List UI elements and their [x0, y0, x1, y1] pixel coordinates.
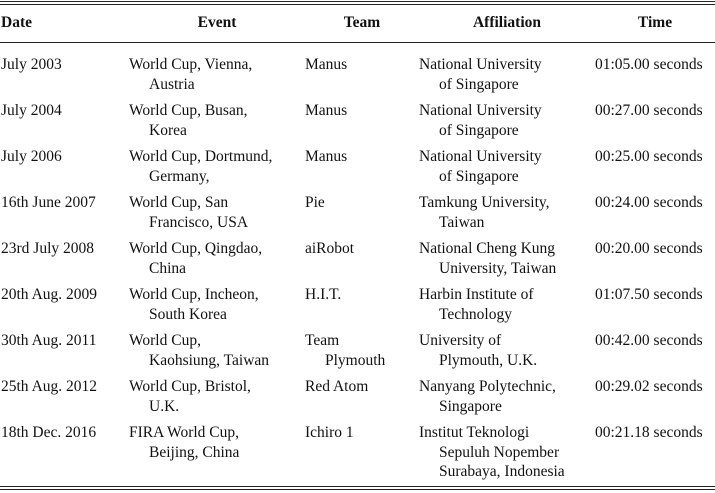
cell-event	[129, 331, 305, 377]
cell-team	[305, 193, 419, 239]
cell-time: 00:24.00 seconds	[595, 194, 703, 211]
header-date: Date	[1, 14, 32, 31]
cell-event	[129, 147, 305, 193]
cell-team-line: Manus	[305, 56, 348, 73]
cell-team-line: aiRobot	[305, 240, 355, 257]
cell-time: 01:05.00 seconds	[595, 56, 703, 73]
cell-date: 16th June 2007	[1, 194, 96, 211]
cell-event-line: Germany,	[149, 167, 210, 185]
cell-affiliation	[419, 147, 595, 193]
cell-affiliation	[419, 101, 595, 147]
cell-affiliation	[419, 331, 595, 377]
cell-event	[129, 193, 305, 239]
cell-affiliation-line: of Singapore	[439, 121, 519, 139]
table-row	[0, 101, 715, 147]
cell-affiliation-line: Harbin Institute of	[419, 286, 534, 303]
cell-event-line: World Cup, Busan,	[129, 102, 248, 119]
cell-affiliation-line: University of	[419, 332, 502, 349]
cell-time: 01:07.50 seconds	[595, 286, 703, 303]
cell-team-line: H.I.T.	[305, 286, 342, 303]
cell-team-line: Manus	[305, 148, 348, 165]
cell-event-line: China	[149, 259, 187, 277]
cell-affiliation	[419, 193, 595, 239]
cell-affiliation-line: University, Taiwan	[439, 259, 557, 277]
cell-date: July 2003	[1, 56, 62, 73]
cell-time: 00:20.00 seconds	[595, 240, 703, 257]
cell-team	[305, 101, 419, 147]
top-rule-1	[0, 1, 715, 2]
cell-affiliation	[419, 377, 595, 423]
table-row	[0, 331, 715, 377]
header-time: Time	[637, 14, 673, 31]
table-row	[0, 147, 715, 193]
cell-event-line: Austria	[149, 75, 195, 93]
cell-event	[129, 285, 305, 331]
table-row	[0, 239, 715, 285]
cell-team	[305, 239, 419, 285]
cell-team-line: Red Atom	[305, 378, 369, 395]
cell-event-line: Beijing, China	[149, 443, 240, 461]
cell-event-line: World Cup, Qingdao,	[129, 240, 263, 257]
cell-event	[129, 41, 305, 101]
cell-date: 18th Dec. 2016	[1, 424, 97, 441]
cell-event-line: Francisco, USA	[149, 213, 249, 231]
cell-team	[305, 377, 419, 423]
cell-affiliation-line: Nanyang Polytechnic,	[419, 378, 556, 395]
header-row	[0, 5, 715, 41]
cell-event	[129, 377, 305, 423]
cell-event-line: FIRA World Cup,	[129, 424, 239, 441]
cell-event-line: U.K.	[149, 397, 180, 415]
results-table	[0, 5, 715, 493]
table-row	[0, 377, 715, 423]
cell-time: 00:27.00 seconds	[595, 102, 703, 119]
cell-team	[305, 285, 419, 331]
cell-affiliation-line: Surabaya, Indonesia	[439, 463, 565, 480]
cell-affiliation	[419, 285, 595, 331]
cell-team-line: Ichiro 1	[305, 424, 354, 441]
cell-event	[129, 101, 305, 147]
cell-affiliation-line: Institut Teknologi	[419, 424, 530, 441]
table-row	[0, 285, 715, 331]
header-team: Team	[343, 14, 381, 31]
cell-affiliation	[419, 239, 595, 285]
cell-team-line: Manus	[305, 102, 348, 119]
cell-team	[305, 331, 419, 377]
cell-time: 00:29.02 seconds	[595, 378, 703, 395]
cell-team-line: Pie	[305, 194, 325, 211]
cell-event-line: Kaohsiung, Taiwan	[149, 351, 270, 369]
cell-date: 20th Aug. 2009	[1, 286, 98, 303]
cell-time: 00:42.00 seconds	[595, 332, 703, 349]
cell-affiliation-line: Singapore	[439, 397, 502, 415]
cell-affiliation-line: Taiwan	[439, 213, 485, 231]
table-body	[0, 41, 715, 493]
cell-date: 23rd July 2008	[1, 240, 94, 257]
cell-date: 30th Aug. 2011	[1, 332, 97, 349]
cell-event-line: World Cup, San	[129, 194, 229, 211]
cell-date: July 2004	[1, 102, 62, 119]
cell-affiliation	[419, 41, 595, 101]
cell-date: 25th Aug. 2012	[1, 378, 98, 395]
cell-date: July 2006	[1, 148, 62, 165]
cell-affiliation-line: of Singapore	[439, 75, 519, 93]
cell-team	[305, 147, 419, 193]
cell-event-line: South Korea	[149, 305, 227, 323]
table-row	[0, 193, 715, 239]
cell-time: 00:21.18 seconds	[595, 424, 703, 441]
table-row	[0, 423, 715, 493]
table-row	[0, 41, 715, 101]
cell-affiliation-line: Plymouth, U.K.	[439, 351, 538, 369]
cell-event-line: World Cup, Incheon,	[129, 286, 259, 303]
cell-event-line: World Cup, Vienna,	[129, 56, 253, 73]
cell-event	[129, 239, 305, 285]
cell-affiliation-line: National Cheng Kung	[419, 240, 556, 257]
header-affiliation: Affiliation	[472, 14, 542, 31]
cell-team-line: Plymouth	[325, 351, 386, 369]
cell-affiliation-line: of Singapore	[439, 167, 519, 185]
cell-affiliation	[419, 423, 595, 493]
cell-affiliation-line: Sepuluh Nopember	[439, 443, 560, 461]
cell-event-line: World Cup,	[129, 332, 201, 349]
cell-team	[305, 423, 419, 493]
header-event: Event	[197, 14, 237, 31]
cell-event	[129, 423, 305, 493]
cell-affiliation-line: Tamkung University,	[419, 194, 550, 211]
cell-event-line: World Cup, Bristol,	[129, 378, 251, 395]
cell-event-line: World Cup, Dortmund,	[129, 148, 273, 165]
cell-team	[305, 41, 419, 101]
cell-event-line: Korea	[149, 121, 187, 139]
cell-affiliation-line: Technology	[439, 305, 512, 323]
cell-affiliation-line: National University	[419, 102, 542, 119]
cell-affiliation-line: National University	[419, 56, 542, 73]
cell-team-line: Team	[305, 332, 340, 349]
cell-affiliation-line: National University	[419, 148, 542, 165]
cell-time: 00:25.00 seconds	[595, 148, 703, 165]
